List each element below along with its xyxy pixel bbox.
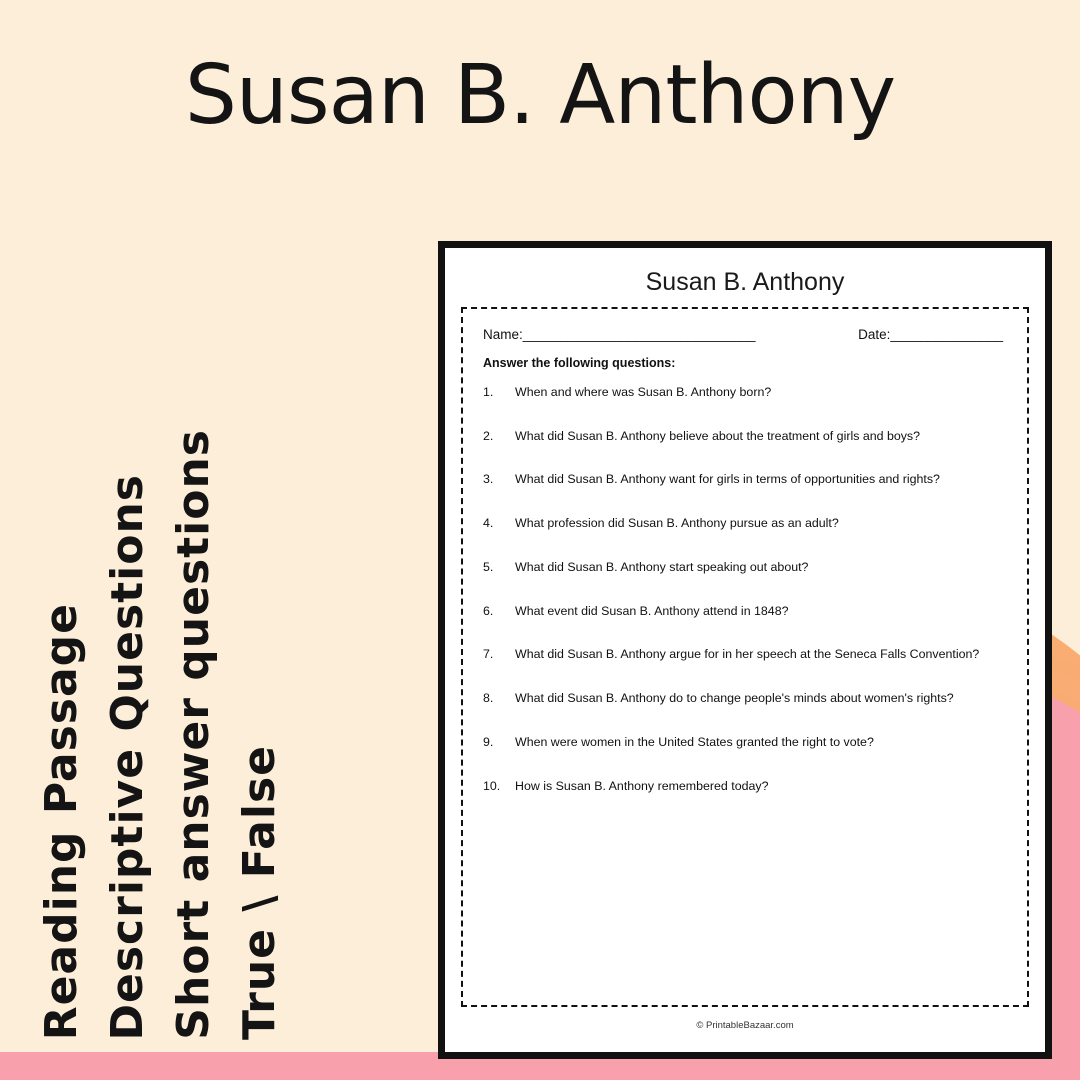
credit-text: © PrintableBazaar.com	[696, 1020, 794, 1031]
list-item	[483, 778, 1007, 795]
question-number: 8.	[483, 691, 494, 706]
question-number: 9.	[483, 734, 494, 749]
worksheet-dashed-border	[461, 307, 1029, 1031]
feature-label-descriptive-questions: Descriptive Questions	[102, 473, 153, 1040]
question-text: What event did Susan B. Anthony attend in 1848?	[515, 603, 789, 618]
name-field-label: Name:_______________________________	[483, 327, 756, 342]
date-field-label: Date:_______________	[858, 327, 1003, 342]
question-text: What did Susan B. Anthony argue for in her speech at the Seneca Falls Convention?	[515, 647, 980, 662]
feature-label-reading-passage: Reading Passage	[36, 602, 87, 1040]
worksheet-instructions: Answer the following questions:	[483, 356, 676, 370]
list-item	[483, 646, 1007, 663]
question-number: 7.	[483, 647, 494, 662]
feature-label-short-answer-questions: Short answer questions	[168, 429, 219, 1040]
question-number: 3.	[483, 472, 494, 487]
worksheet-title: Susan B. Anthony	[645, 268, 845, 296]
question-text: What profession did Susan B. Anthony pursue as an adult?	[515, 516, 839, 531]
list-item	[483, 515, 1007, 532]
question-text: What did Susan B. Anthony want for girls in terms of opportunities and rights?	[515, 472, 940, 487]
feature-label-group	[36, 280, 304, 1040]
list-item	[483, 734, 1007, 751]
student-info-row	[483, 327, 1007, 342]
question-number: 5.	[483, 559, 494, 574]
question-text: When and where was Susan B. Anthony born?	[515, 385, 772, 399]
list-item	[483, 428, 1007, 445]
list-item	[483, 384, 1007, 401]
question-list	[483, 384, 1007, 794]
question-text: How is Susan B. Anthony remembered today?	[515, 778, 769, 793]
question-text: When were women in the United States granted the right to vote?	[515, 734, 874, 749]
question-number: 2.	[483, 428, 494, 443]
list-item	[483, 690, 1007, 707]
list-item	[483, 603, 1007, 620]
question-text: What did Susan B. Anthony believe about the treatment of girls and boys?	[515, 428, 921, 443]
list-item	[483, 471, 1007, 488]
list-item	[483, 559, 1007, 576]
worksheet-preview	[438, 241, 1052, 1059]
page-title: Susan B. Anthony	[184, 48, 896, 143]
question-number: 6.	[483, 603, 494, 618]
question-number: 4.	[483, 516, 494, 531]
question-number: 10.	[483, 778, 501, 793]
question-number: 1.	[483, 385, 494, 399]
question-text: What did Susan B. Anthony start speaking out about?	[515, 559, 809, 574]
feature-label-true-false: True \ False	[234, 744, 285, 1040]
question-text: What did Susan B. Anthony do to change people's minds about women's rights?	[515, 691, 954, 706]
